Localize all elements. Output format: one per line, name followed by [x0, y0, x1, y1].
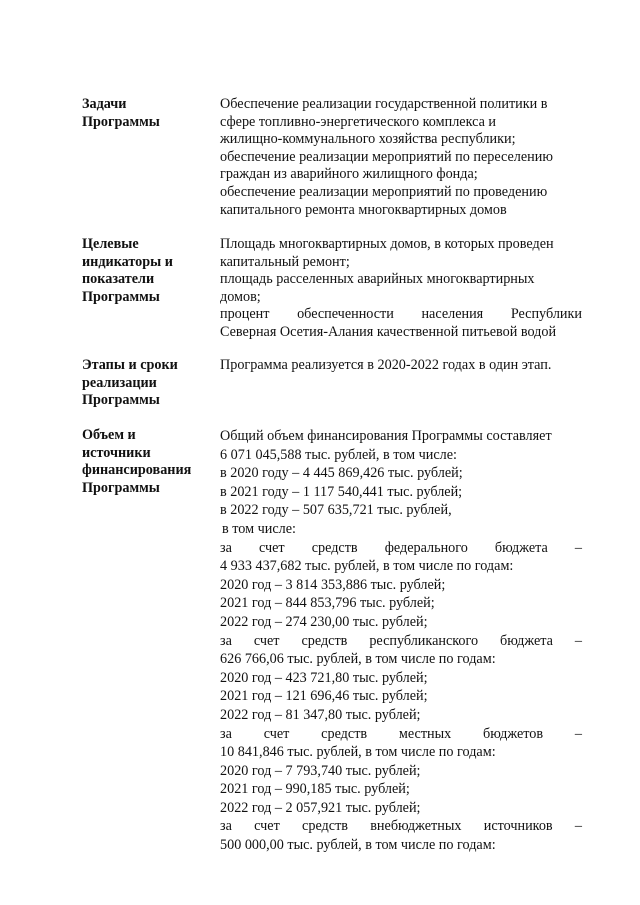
value-stages [220, 357, 582, 375]
text-line: сфере топливно-энергетического комплекса и [220, 113, 497, 130]
text-line: 626 766,06 тыс. рублей, в том числе по годам: [220, 651, 496, 668]
text-line: за счет средств местных бюджетов – [220, 725, 582, 742]
label-line: Программы [82, 479, 160, 496]
label-line: реализации [82, 374, 157, 391]
text-line: капитального ремонта многоквартирных домов [220, 201, 507, 218]
text-line: Общий объем финансирования Программы составляет [220, 428, 552, 444]
text-line: в 2021 году – 1 117 540,441 тыс. рублей; [220, 483, 463, 500]
text-line: 2022 год – 274 230,00 тыс. рублей; [220, 613, 428, 630]
label-line: Задачи [82, 96, 127, 112]
label-line: показатели [82, 271, 155, 288]
label-line: Этапы и сроки [82, 357, 178, 373]
label-line: Целевые [82, 236, 139, 252]
text-line: Северная Осетия-Алания качественной питьевой водой [220, 323, 557, 340]
text-line: 2021 год – 990,185 тыс. рублей; [220, 781, 410, 798]
label-line: финансирования [82, 462, 192, 479]
text-line: 500 000,00 тыс. рублей, в том числе по годам: [220, 837, 496, 854]
text-line: 6 071 045,588 тыс. рублей, в том числе: [220, 446, 457, 463]
text-line: 2021 год – 121 696,46 тыс. рублей; [220, 688, 428, 705]
text-line: в том числе: [222, 520, 296, 537]
text-line: 4 933 437,682 тыс. рублей, в том числе по годам: [220, 558, 514, 575]
label-line: индикаторы и [82, 253, 173, 270]
text-line: Программа реализуется в 2020-2022 годах в один этап. [220, 357, 552, 373]
text-line: 2022 год – 81 347,80 тыс. рублей; [220, 706, 421, 723]
label-stages [82, 357, 210, 410]
text-line: обеспечение реализации мероприятий по проведению [220, 183, 548, 200]
text-line: граждан из аварийного жилищного фонда; [220, 166, 478, 183]
text-line: 2020 год – 423 721,80 тыс. рублей; [220, 669, 428, 686]
label-indicators [82, 236, 210, 306]
label-line: Программы [82, 113, 160, 130]
label-line: источники [82, 444, 151, 461]
value-financing [220, 427, 582, 855]
text-line: в 2020 году – 4 445 869,426 тыс. рублей; [220, 465, 463, 482]
value-indicators [220, 236, 582, 342]
label-line: Программы [82, 392, 160, 409]
text-line: Площадь многоквартирных домов, в которых проведен [220, 236, 554, 252]
text-line: обеспечение реализации мероприятий по переселению [220, 148, 553, 165]
text-line: Обеспечение реализации государственной политики в [220, 96, 548, 112]
text-line: 2020 год – 3 814 353,886 тыс. рублей; [220, 576, 446, 593]
text-line: площадь расселенных аварийных многоквартирных [220, 271, 535, 288]
text-line: 2020 год – 7 793,740 тыс. рублей; [220, 762, 421, 779]
label-tasks [82, 96, 210, 131]
label-financing [82, 427, 210, 497]
text-line: в 2022 году – 507 635,721 тыс. рублей, [220, 502, 452, 519]
text-line: процент обеспеченности населения Республики [220, 306, 582, 323]
text-line: за счет средств федерального бюджета – [220, 539, 582, 556]
text-line: за счет средств внебюджетных источников – [220, 818, 582, 835]
text-line: капитальный ремонт; [220, 253, 350, 270]
value-tasks [220, 96, 582, 219]
text-line: 10 841,846 тыс. рублей, в том числе по годам: [220, 744, 496, 761]
label-line: Объем и [82, 427, 136, 443]
text-line: жилищно-коммунального хозяйства республики; [220, 131, 516, 148]
text-line: домов; [220, 288, 261, 305]
text-line: за счет средств республиканского бюджета – [220, 632, 582, 649]
label-line: Программы [82, 288, 160, 305]
text-line: 2022 год – 2 057,921 тыс. рублей; [220, 799, 421, 816]
text-line: 2021 год – 844 853,796 тыс. рублей; [220, 595, 435, 612]
